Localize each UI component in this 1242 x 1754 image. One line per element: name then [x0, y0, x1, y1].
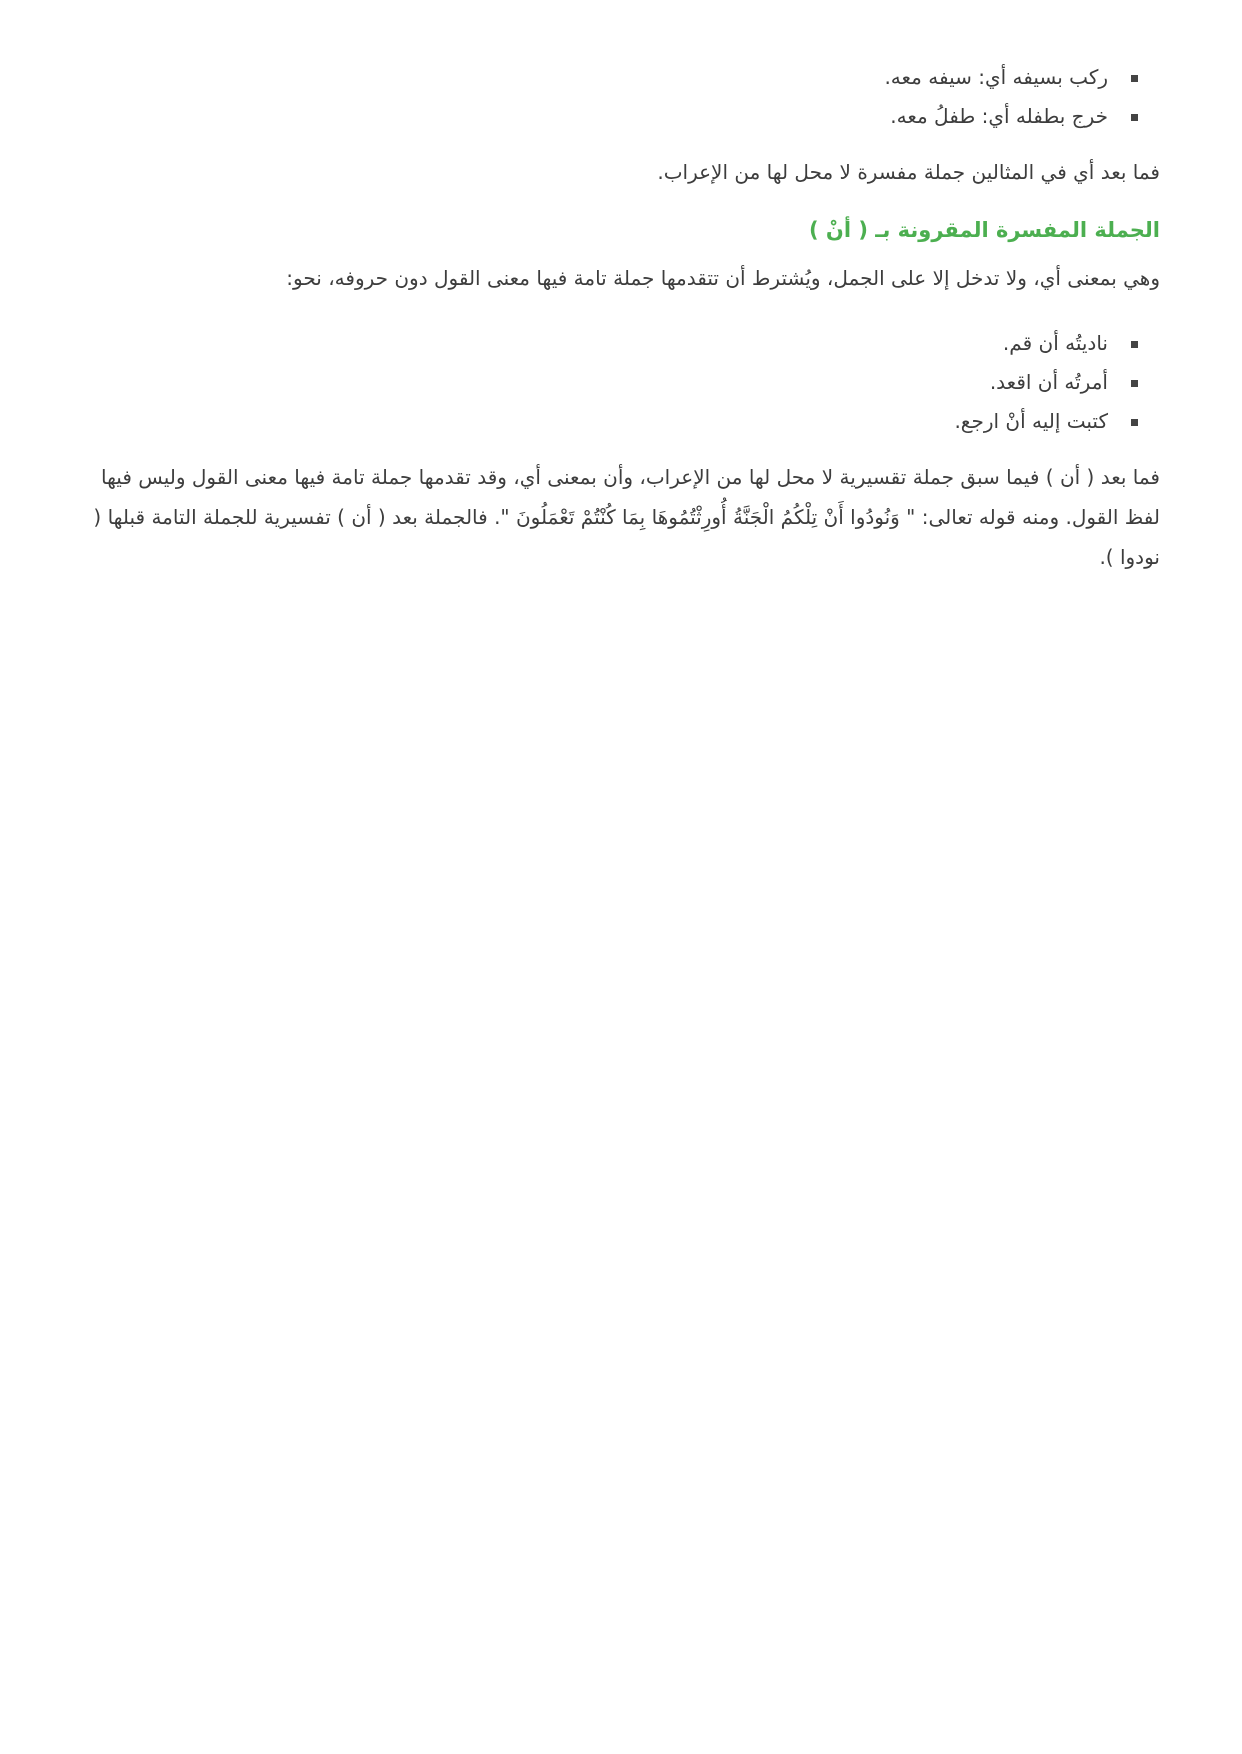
list-item-text: كتبت إليه أنْ ارجع.	[954, 409, 1108, 433]
list-item	[90, 97, 1138, 136]
document-page	[90, 58, 1160, 577]
example-list-1	[90, 58, 1160, 136]
list-item	[90, 58, 1138, 97]
list-item	[90, 324, 1138, 363]
square-bullet-icon	[1131, 419, 1138, 426]
square-bullet-icon	[1131, 380, 1138, 387]
list-item-text: أمرتُه أن اقعد.	[989, 370, 1108, 394]
explanation-paragraph-2: وهي بمعنى أي، ولا تدخل إلا على الجمل، ويُشترط أن تتقدمها جملة تامة فيها معنى القول دون حروفه، نحو:	[286, 266, 1160, 290]
explanation-paragraph-1: فما بعد أي في المثالين جملة مفسرة لا محل لها من الإعراب.	[657, 160, 1160, 184]
explanation-paragraph-3: فما بعد ( أن ) فيما سبق جملة تقسيرية لا محل لها من الإعراب، وأن بمعنى أي، وقد تقدمها جملة تامة فيها معنى القول وليس فيها لفظ القول. ومنه قوله تعالى: " وَنُودُوا أَنْ تِلْكُمُ الْجَنَّةُ أُورِثْتُمُوهَا بِمَا كُنْتُمْ تَعْمَلُونَ ". فالجملة بعد ( أن ) تفسيرية للجملة التامة قبلها ( نودوا ).	[93, 465, 1160, 569]
section-heading: الجملة المفسرة المقرونة بـ ( أنْ )	[809, 218, 1160, 242]
square-bullet-icon	[1131, 341, 1138, 348]
square-bullet-icon	[1131, 75, 1138, 82]
example-list-2	[90, 324, 1160, 441]
list-item-text: خرج بطفله أي: طفلُ معه.	[890, 104, 1108, 128]
list-item-text: ناديتُه أن قم.	[1002, 331, 1108, 355]
list-item	[90, 402, 1138, 441]
square-bullet-icon	[1131, 114, 1138, 121]
list-item-text: ركب بسيفه أي: سيفه معه.	[884, 65, 1108, 89]
list-item	[90, 363, 1138, 402]
